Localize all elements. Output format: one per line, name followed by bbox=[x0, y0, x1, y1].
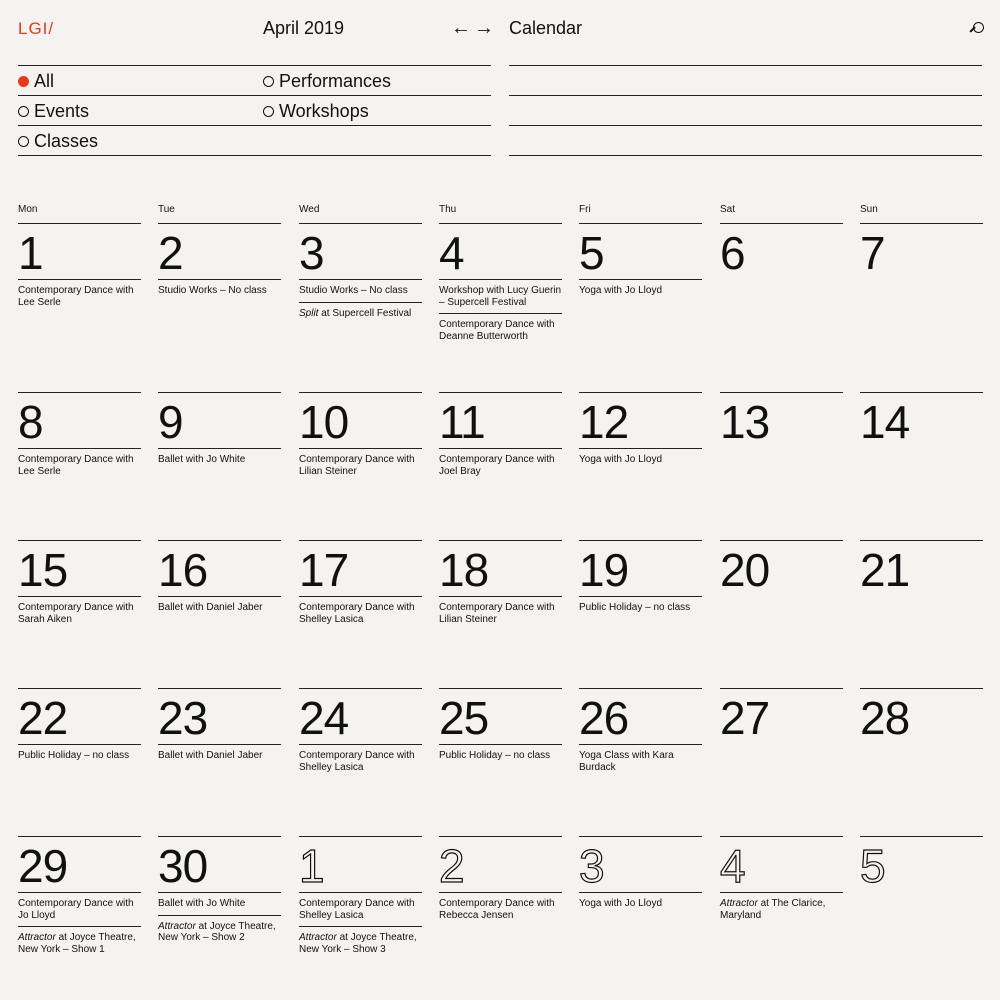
day-number: 11 bbox=[439, 393, 562, 449]
day-number: 6 bbox=[720, 227, 745, 279]
event-item[interactable] bbox=[18, 893, 141, 926]
event-item[interactable] bbox=[579, 597, 702, 619]
day-number: 2 bbox=[439, 837, 562, 893]
day-number: 5 bbox=[860, 840, 885, 892]
event-text: Studio Works – No class bbox=[158, 285, 267, 296]
event-item[interactable] bbox=[158, 893, 281, 915]
day-number: 4 bbox=[720, 837, 843, 893]
day-number: 18 bbox=[439, 541, 562, 597]
event-item[interactable] bbox=[158, 597, 281, 619]
next-month-arrow-icon[interactable]: → bbox=[474, 17, 494, 39]
day-cell[interactable] bbox=[439, 223, 562, 347]
day-cell[interactable] bbox=[579, 540, 702, 619]
event-title: Attractor bbox=[720, 898, 758, 909]
day-cell[interactable] bbox=[860, 392, 983, 449]
day-cell[interactable] bbox=[860, 223, 983, 280]
event-text: Contemporary Dance with Jo Lloyd bbox=[18, 898, 134, 921]
event-text: Yoga with Jo Lloyd bbox=[579, 285, 663, 296]
event-item[interactable] bbox=[439, 597, 562, 630]
event-item[interactable] bbox=[579, 449, 702, 471]
day-cell[interactable] bbox=[860, 688, 983, 745]
event-text: Contemporary Dance with Lee Serle bbox=[18, 454, 134, 477]
event-text: Public Holiday – no class bbox=[439, 750, 551, 761]
event-text: Workshop with Lucy Guerin – Supercell Festival bbox=[439, 285, 562, 308]
logo[interactable]: LGI/ bbox=[18, 19, 55, 38]
day-number: 22 bbox=[18, 689, 141, 745]
event-item[interactable] bbox=[18, 597, 141, 630]
event-item[interactable] bbox=[299, 893, 422, 926]
weekday-thu: Thu bbox=[439, 204, 457, 215]
filter-label: Workshops bbox=[279, 100, 369, 121]
day-cell[interactable] bbox=[439, 836, 562, 926]
weekday-tue: Tue bbox=[158, 204, 175, 215]
event-item[interactable] bbox=[18, 745, 141, 767]
event-text: Contemporary Dance with Lee Serle bbox=[18, 285, 134, 308]
event-text: Contemporary Dance with Shelley Lasica bbox=[299, 602, 415, 625]
day-cell[interactable] bbox=[579, 392, 702, 471]
event-item[interactable] bbox=[439, 893, 562, 926]
day-cell[interactable] bbox=[18, 392, 141, 482]
event-title: Attractor bbox=[18, 932, 56, 943]
radio-empty-icon bbox=[263, 106, 274, 117]
day-cell[interactable] bbox=[18, 540, 141, 630]
day-number: 1 bbox=[18, 224, 141, 280]
day-number: 12 bbox=[579, 393, 702, 449]
event-text: Studio Works – No class bbox=[299, 285, 408, 296]
event-text: Contemporary Dance with Shelley Lasica bbox=[299, 750, 415, 773]
event-item[interactable] bbox=[439, 745, 562, 767]
day-cell[interactable] bbox=[720, 223, 843, 280]
day-cell[interactable] bbox=[720, 392, 843, 449]
day-cell[interactable] bbox=[579, 223, 702, 302]
event-text: at The Clarice, Maryland bbox=[720, 898, 826, 921]
day-cell[interactable] bbox=[299, 223, 422, 324]
search-icon[interactable] bbox=[968, 22, 984, 38]
event-text: Ballet with Daniel Jaber bbox=[158, 602, 263, 613]
day-number: 20 bbox=[720, 544, 770, 596]
event-title: Split bbox=[299, 307, 319, 319]
day-cell[interactable] bbox=[158, 688, 281, 767]
day-cell[interactable] bbox=[299, 540, 422, 630]
filter-events[interactable] bbox=[18, 96, 89, 126]
filter-classes[interactable] bbox=[18, 126, 98, 156]
day-cell[interactable] bbox=[439, 540, 562, 630]
day-cell[interactable] bbox=[860, 540, 983, 597]
day-number: 30 bbox=[158, 837, 281, 893]
day-number: 26 bbox=[579, 689, 702, 745]
event-item[interactable] bbox=[299, 745, 422, 778]
event-item[interactable] bbox=[158, 449, 281, 471]
event-item[interactable] bbox=[158, 745, 281, 767]
event-text: Ballet with Jo White bbox=[158, 898, 246, 909]
event-text: Contemporary Dance with Lilian Steiner bbox=[439, 602, 555, 625]
radio-filled-icon bbox=[18, 76, 29, 87]
day-cell[interactable] bbox=[439, 392, 562, 482]
event-item[interactable] bbox=[299, 597, 422, 630]
day-number: 14 bbox=[860, 396, 910, 448]
event-item[interactable] bbox=[299, 302, 422, 325]
day-number: 24 bbox=[299, 689, 422, 745]
day-number: 3 bbox=[299, 224, 422, 280]
event-item[interactable] bbox=[720, 893, 843, 926]
event-item[interactable] bbox=[579, 893, 702, 915]
view-title: Calendar bbox=[509, 18, 583, 38]
day-number: 8 bbox=[18, 393, 141, 449]
day-number: 23 bbox=[158, 689, 281, 745]
day-number: 25 bbox=[439, 689, 562, 745]
filter-workshops[interactable] bbox=[263, 96, 369, 126]
month-title: April 2019 bbox=[263, 18, 345, 38]
event-item[interactable] bbox=[18, 280, 141, 313]
filter-all[interactable] bbox=[18, 66, 54, 96]
day-cell[interactable] bbox=[860, 836, 983, 893]
day-cell[interactable] bbox=[579, 836, 702, 915]
event-text: at Joyce Theatre, New York – Show 2 bbox=[158, 920, 276, 943]
event-item[interactable] bbox=[439, 280, 562, 313]
day-cell[interactable] bbox=[299, 688, 422, 778]
day-cell[interactable] bbox=[579, 688, 702, 778]
day-number: 1 bbox=[299, 837, 422, 893]
filter-label: Classes bbox=[34, 130, 99, 151]
day-number: 9 bbox=[158, 393, 281, 449]
day-cell[interactable] bbox=[720, 540, 843, 597]
event-text: Yoga with Jo Lloyd bbox=[579, 898, 663, 909]
divider bbox=[509, 95, 982, 96]
event-text: at Joyce Theatre, New York – Show 1 bbox=[18, 932, 136, 955]
radio-empty-icon bbox=[18, 106, 29, 117]
event-text: at Supercell Festival bbox=[318, 307, 412, 319]
event-item[interactable] bbox=[18, 926, 141, 960]
day-cell[interactable] bbox=[18, 223, 141, 313]
day-number: 27 bbox=[720, 692, 770, 744]
filter-label: Performances bbox=[279, 70, 392, 91]
event-item[interactable] bbox=[439, 449, 562, 482]
divider bbox=[509, 65, 982, 66]
day-cell[interactable] bbox=[158, 223, 281, 302]
weekday-mon: Mon bbox=[18, 204, 38, 215]
event-item[interactable] bbox=[299, 926, 422, 960]
divider bbox=[509, 125, 982, 126]
day-cell[interactable] bbox=[158, 392, 281, 471]
weekday-fri: Fri bbox=[579, 204, 591, 215]
day-number: 29 bbox=[18, 837, 141, 893]
event-text: Contemporary Dance with Rebecca Jensen bbox=[439, 898, 555, 921]
event-text: Contemporary Dance with Lilian Steiner bbox=[299, 454, 415, 477]
day-number: 2 bbox=[158, 224, 281, 280]
event-item[interactable] bbox=[579, 745, 702, 778]
day-cell[interactable] bbox=[299, 392, 422, 482]
day-number: 4 bbox=[439, 224, 562, 280]
radio-empty-icon bbox=[263, 76, 274, 87]
event-text: Yoga with Jo Lloyd bbox=[579, 454, 663, 465]
event-text: Ballet with Daniel Jaber bbox=[158, 750, 263, 761]
event-text: at Joyce Theatre, New York – Show 3 bbox=[299, 932, 417, 955]
day-number: 7 bbox=[860, 227, 885, 279]
day-number: 21 bbox=[860, 544, 910, 596]
day-number: 15 bbox=[18, 541, 141, 597]
event-item[interactable] bbox=[299, 449, 422, 482]
event-text: Public Holiday – no class bbox=[18, 750, 130, 761]
event-item[interactable] bbox=[158, 915, 281, 949]
day-cell[interactable] bbox=[720, 836, 843, 926]
filter-label: All bbox=[34, 70, 55, 91]
prev-month-arrow-icon[interactable]: ← bbox=[451, 17, 471, 39]
weekday-sun: Sun bbox=[860, 204, 878, 215]
day-cell[interactable] bbox=[299, 836, 422, 960]
day-number: 3 bbox=[579, 837, 702, 893]
day-cell[interactable] bbox=[158, 540, 281, 619]
event-title: Attractor bbox=[158, 920, 196, 932]
filter-performances[interactable] bbox=[263, 66, 391, 96]
event-text: Ballet with Jo White bbox=[158, 454, 246, 465]
day-cell[interactable] bbox=[720, 688, 843, 745]
day-number: 10 bbox=[299, 393, 422, 449]
weekday-wed: Wed bbox=[299, 204, 320, 215]
divider bbox=[509, 155, 982, 156]
day-number: 28 bbox=[860, 692, 910, 744]
event-item[interactable] bbox=[299, 280, 422, 302]
day-cell[interactable] bbox=[18, 836, 141, 960]
radio-empty-icon bbox=[18, 136, 29, 147]
day-cell[interactable] bbox=[18, 688, 141, 767]
event-item[interactable] bbox=[18, 449, 141, 482]
day-number: 5 bbox=[579, 224, 702, 280]
weekday-sat: Sat bbox=[720, 204, 736, 215]
filter-label: Events bbox=[34, 100, 90, 121]
event-text: Contemporary Dance with Sarah Aiken bbox=[18, 602, 134, 625]
day-number: 13 bbox=[720, 396, 770, 448]
event-item[interactable] bbox=[439, 313, 562, 347]
event-title: Attractor bbox=[299, 932, 337, 943]
event-text: Contemporary Dance with Joel Bray bbox=[439, 454, 555, 477]
event-item[interactable] bbox=[579, 280, 702, 302]
event-text: Contemporary Dance with Deanne Butterworth bbox=[439, 319, 555, 342]
day-number: 19 bbox=[579, 541, 702, 597]
day-cell[interactable] bbox=[158, 836, 281, 949]
event-text: Public Holiday – no class bbox=[579, 602, 691, 613]
divider bbox=[18, 65, 491, 66]
day-cell[interactable] bbox=[439, 688, 562, 767]
event-text: Contemporary Dance with Shelley Lasica bbox=[299, 898, 415, 921]
event-text: Yoga Class with Kara Burdack bbox=[579, 750, 674, 773]
day-number: 16 bbox=[158, 541, 281, 597]
day-number: 17 bbox=[299, 541, 422, 597]
event-item[interactable] bbox=[158, 280, 281, 302]
